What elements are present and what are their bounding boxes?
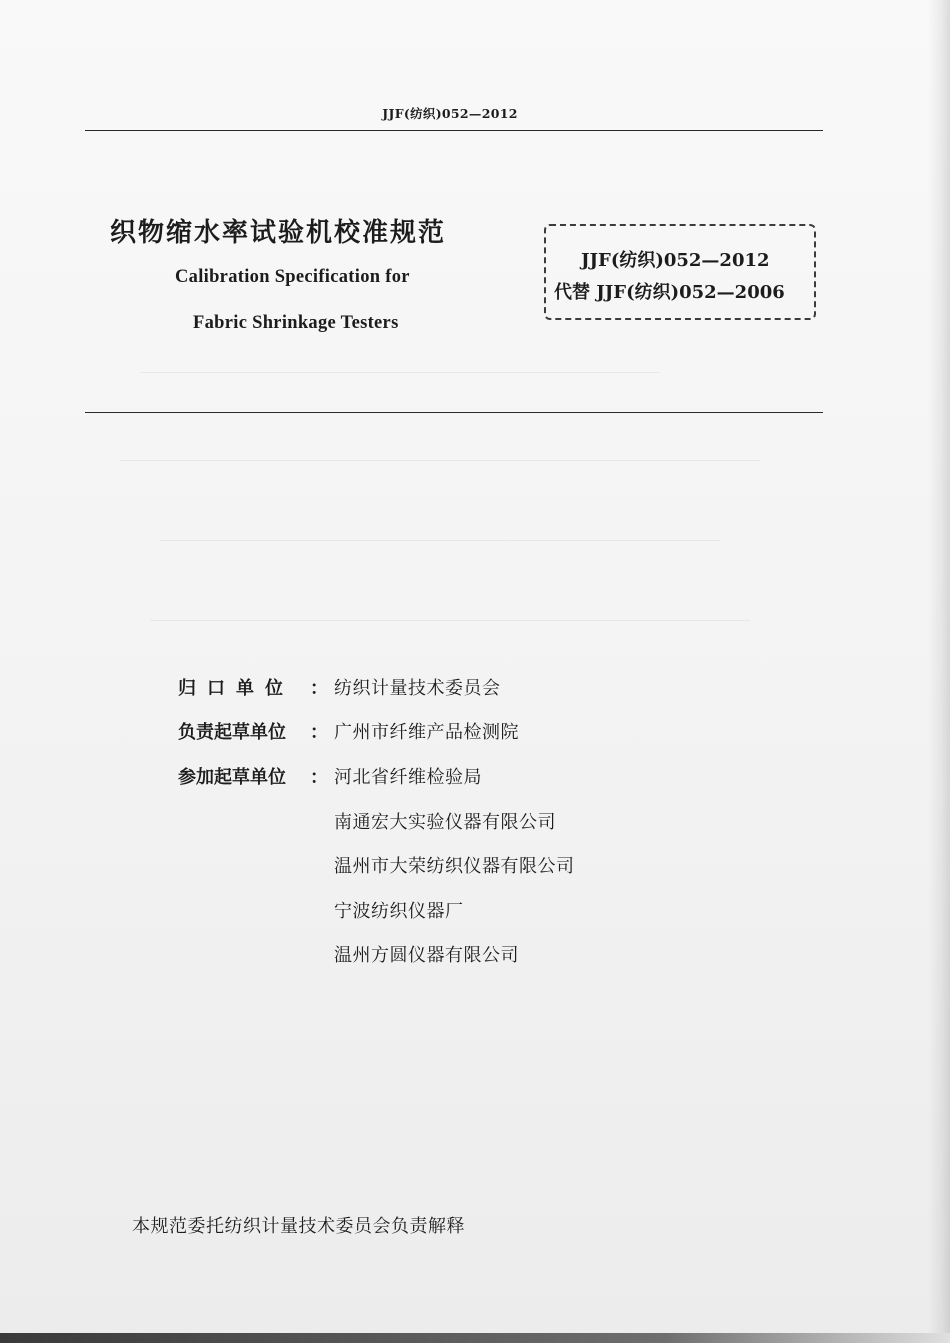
participating-unit-2: 南通宏大实验仪器有限公司 bbox=[334, 812, 556, 833]
drafting-unit-label: 负责起草单位 bbox=[178, 722, 286, 743]
standard-code-box bbox=[544, 224, 816, 320]
responsible-unit-label: 归口单位 bbox=[178, 678, 294, 699]
label-colon: ： bbox=[310, 678, 328, 699]
interpretation-note: 本规范委托纺织计量技术委员会负责解释 bbox=[132, 1216, 465, 1237]
standard-code: JJF(纺织)052—2012 bbox=[581, 250, 770, 271]
participating-units-label: 参加起草单位 bbox=[178, 767, 286, 788]
drafting-unit-value: 广州市纤维产品检测院 bbox=[334, 722, 519, 743]
label-colon: ： bbox=[310, 767, 328, 788]
title-english-line-2: Fabric Shrinkage Testers bbox=[193, 313, 399, 333]
title-english-line-1: Calibration Specification for bbox=[175, 267, 410, 287]
participating-unit-4: 宁波纺织仪器厂 bbox=[334, 901, 464, 922]
label-colon: ： bbox=[310, 722, 328, 743]
participating-unit-5: 温州方圆仪器有限公司 bbox=[334, 945, 519, 966]
scan-bottom-edge bbox=[0, 1333, 950, 1343]
show-through-line bbox=[120, 460, 760, 461]
header-document-code: JJF(纺织)052—2012 bbox=[382, 106, 518, 121]
title-rule bbox=[85, 412, 823, 413]
header-rule bbox=[85, 130, 823, 131]
show-through-line bbox=[150, 620, 750, 621]
show-through-line bbox=[140, 372, 660, 373]
show-through-line bbox=[160, 540, 720, 541]
page-edge-shadow bbox=[928, 0, 950, 1343]
participating-unit-3: 温州市大荣纺织仪器有限公司 bbox=[334, 856, 575, 877]
responsible-unit-value: 纺织计量技术委员会 bbox=[334, 678, 501, 699]
title-chinese: 织物缩水率试验机校准规范 bbox=[110, 218, 447, 248]
participating-unit-1: 河北省纤维检验局 bbox=[334, 767, 482, 788]
replaced-standard-code: 代替 JJF(纺织)052—2006 bbox=[554, 282, 785, 303]
